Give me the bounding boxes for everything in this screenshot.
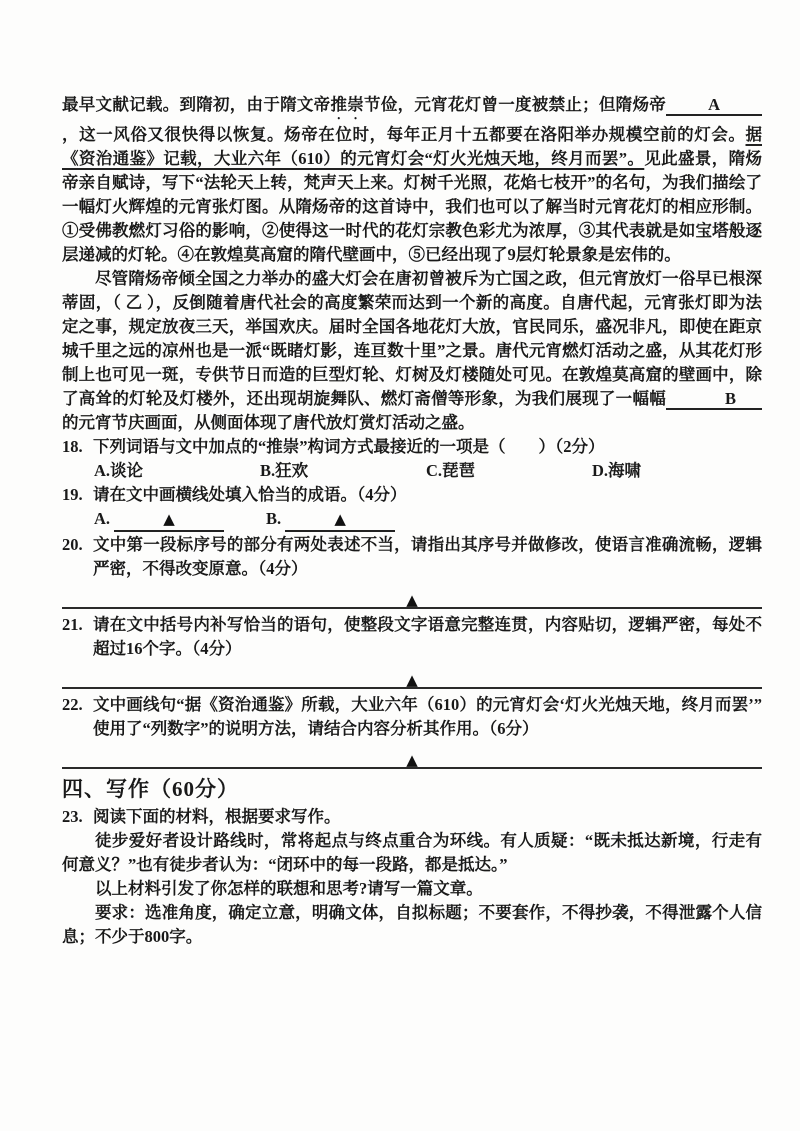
passage-text: ，这一风俗又很快得以恢复。炀帝在位时，每年正月十五都要在洛阳举办规模空前的灯会。: [62, 125, 746, 144]
passage-text: 尽管隋炀帝倾全国之力举办的盛大灯会在唐初曾被斥为亡国之政，但元宵放灯一俗早已根深蒂固，（ 乙 ），反倒随着唐代社会的高度繁荣而达到一个新的高度。自唐代起，元宵张灯即为法定之事，规定放夜三天，举国欢庆。届时全国各地花灯大放，官民同乐，盛况非凡，即使在距京城千里之远的凉州也是一派“既睹灯影，连亘数十里”之景。唐代元宵燃灯活动之盛，从其花灯形制上也可见一斑，专供节日而造的巨型灯轮、灯树及灯楼随处可见。在敦煌莫高窟的壁画中，除了高耸的灯轮及灯楼外，还出现胡旋舞队、燃灯斋僧等形象，为我们展现了一幅幅: [62, 269, 762, 408]
question-text: 文中第一段标序号的部分有两处表述不当，请指出其序号并做修改，使语言准确流畅，逻辑严密，不得改变原意。（4分）: [93, 535, 762, 578]
answer-placeholder-triangle: ▲: [406, 671, 418, 689]
q19-blank-a-label: A.: [94, 509, 111, 528]
question-text: 请在文中括号内补写恰当的语句，使整段文字语意完整连贯，内容贴切，逻辑严密，每处不超过16个字。（4分）: [93, 615, 762, 658]
q19-blank-b-label: B.: [266, 509, 282, 528]
answer-placeholder-triangle: ▲: [334, 510, 346, 528]
material-paragraph-2: 以上材料引发了你怎样的联想和思考?请写一篇文章。: [95, 879, 483, 898]
question-19: [62, 483, 762, 507]
question-number: 22.: [62, 695, 83, 714]
blank-a: A: [666, 95, 762, 116]
option-b: B.狂欢: [260, 461, 309, 480]
q19-blank-b: [285, 510, 395, 532]
question-text: 文中画线句“据《资治通鉴》所载，大业六年（610）的元宵灯会‘灯火光烛天地，终月而罢’”使用了“列数字”的说明方法，请结合内容分析其作用。（6分）: [93, 695, 762, 738]
question-number: 20.: [62, 535, 83, 554]
answer-placeholder-triangle: ▲: [406, 591, 418, 609]
q18-options: [62, 459, 762, 483]
question-21: [62, 613, 762, 661]
passage-text: 最早文献记载。到隋初，由于隋文帝: [62, 95, 331, 114]
question-number: 21.: [62, 615, 83, 634]
requirements-paragraph: 要求：选准角度，确定立意，明确文体，自拟标题；不要套作，不得抄袭，不得泄露个人信息；不少于800字。: [62, 903, 762, 946]
q19-answer-blanks: [62, 507, 762, 533]
answer-placeholder-triangle: ▲: [406, 751, 418, 769]
question-18: [62, 435, 762, 459]
passage-text: 见此盛景，隋炀帝亲自赋诗，写下“法轮天上转，梵声天上来。灯树千光照，花焰七枝开”的名句，为我们描绘了一幅灯火辉煌的元宵张灯图。从隋炀帝的这首诗中，我们也可以了解当时元宵花灯的相应形制。①受佛教燃灯习俗的影响，②使得这一时代的花灯宗教色彩尤为浓厚，③其代表就是如宝塔般逐层递减的灯轮。④在敦煌莫高窟的隋代壁画中，⑤已经出现了9层灯轮景象是宏伟的。: [62, 149, 763, 264]
section-title-writing: 四、写作（60分）: [62, 777, 239, 801]
question-text: 下列词语与文中加点的“推崇”构词方式最接近的一项是（ ）（2分）: [93, 437, 605, 456]
material-paragraph-1: 徒步爱好者设计路线时，常将起点与终点重合为环线。有人质疑：“既未抵达新境，行走有何意义？”也有徒步者认为：“闭环中的每一段路，都是抵达。”: [62, 831, 762, 874]
option-d: D.海啸: [592, 461, 642, 480]
question-text: 阅读下面的材料，根据要求写作。: [93, 807, 341, 826]
question-23: [62, 805, 762, 829]
q19-blank-a: [114, 510, 224, 532]
underlined-citation: 据《资治通鉴》记载，大业六年（610）的元宵灯会“灯火光烛天地，终月而罢”。: [62, 125, 762, 168]
question-number: 23.: [62, 807, 83, 826]
question-number: 18.: [62, 437, 83, 456]
question-number: 19.: [62, 485, 83, 504]
q22-answer-line: [62, 743, 762, 769]
q20-answer-line: [62, 583, 762, 609]
question-text: 请在文中画横线处填入恰当的成语。（4分）: [93, 485, 407, 504]
blank-b: B: [666, 389, 762, 410]
option-a: A.谈论: [94, 461, 144, 480]
emphasized-word: 推崇: [330, 95, 365, 114]
question-22: [62, 693, 762, 741]
answer-placeholder-triangle: ▲: [163, 510, 175, 528]
question-20: [62, 533, 762, 581]
q21-answer-line: [62, 663, 762, 689]
passage-paragraph-2: [62, 267, 762, 435]
passage-text: 的元宵节庆画面，从侧面体现了唐代放灯赏灯活动之盛。: [62, 413, 475, 432]
option-c: C.琵琶: [426, 461, 476, 480]
passage-paragraph-1: [62, 93, 762, 267]
passage-text: 节俭，元宵花灯曾一度被禁止；但隋炀帝: [364, 95, 667, 114]
